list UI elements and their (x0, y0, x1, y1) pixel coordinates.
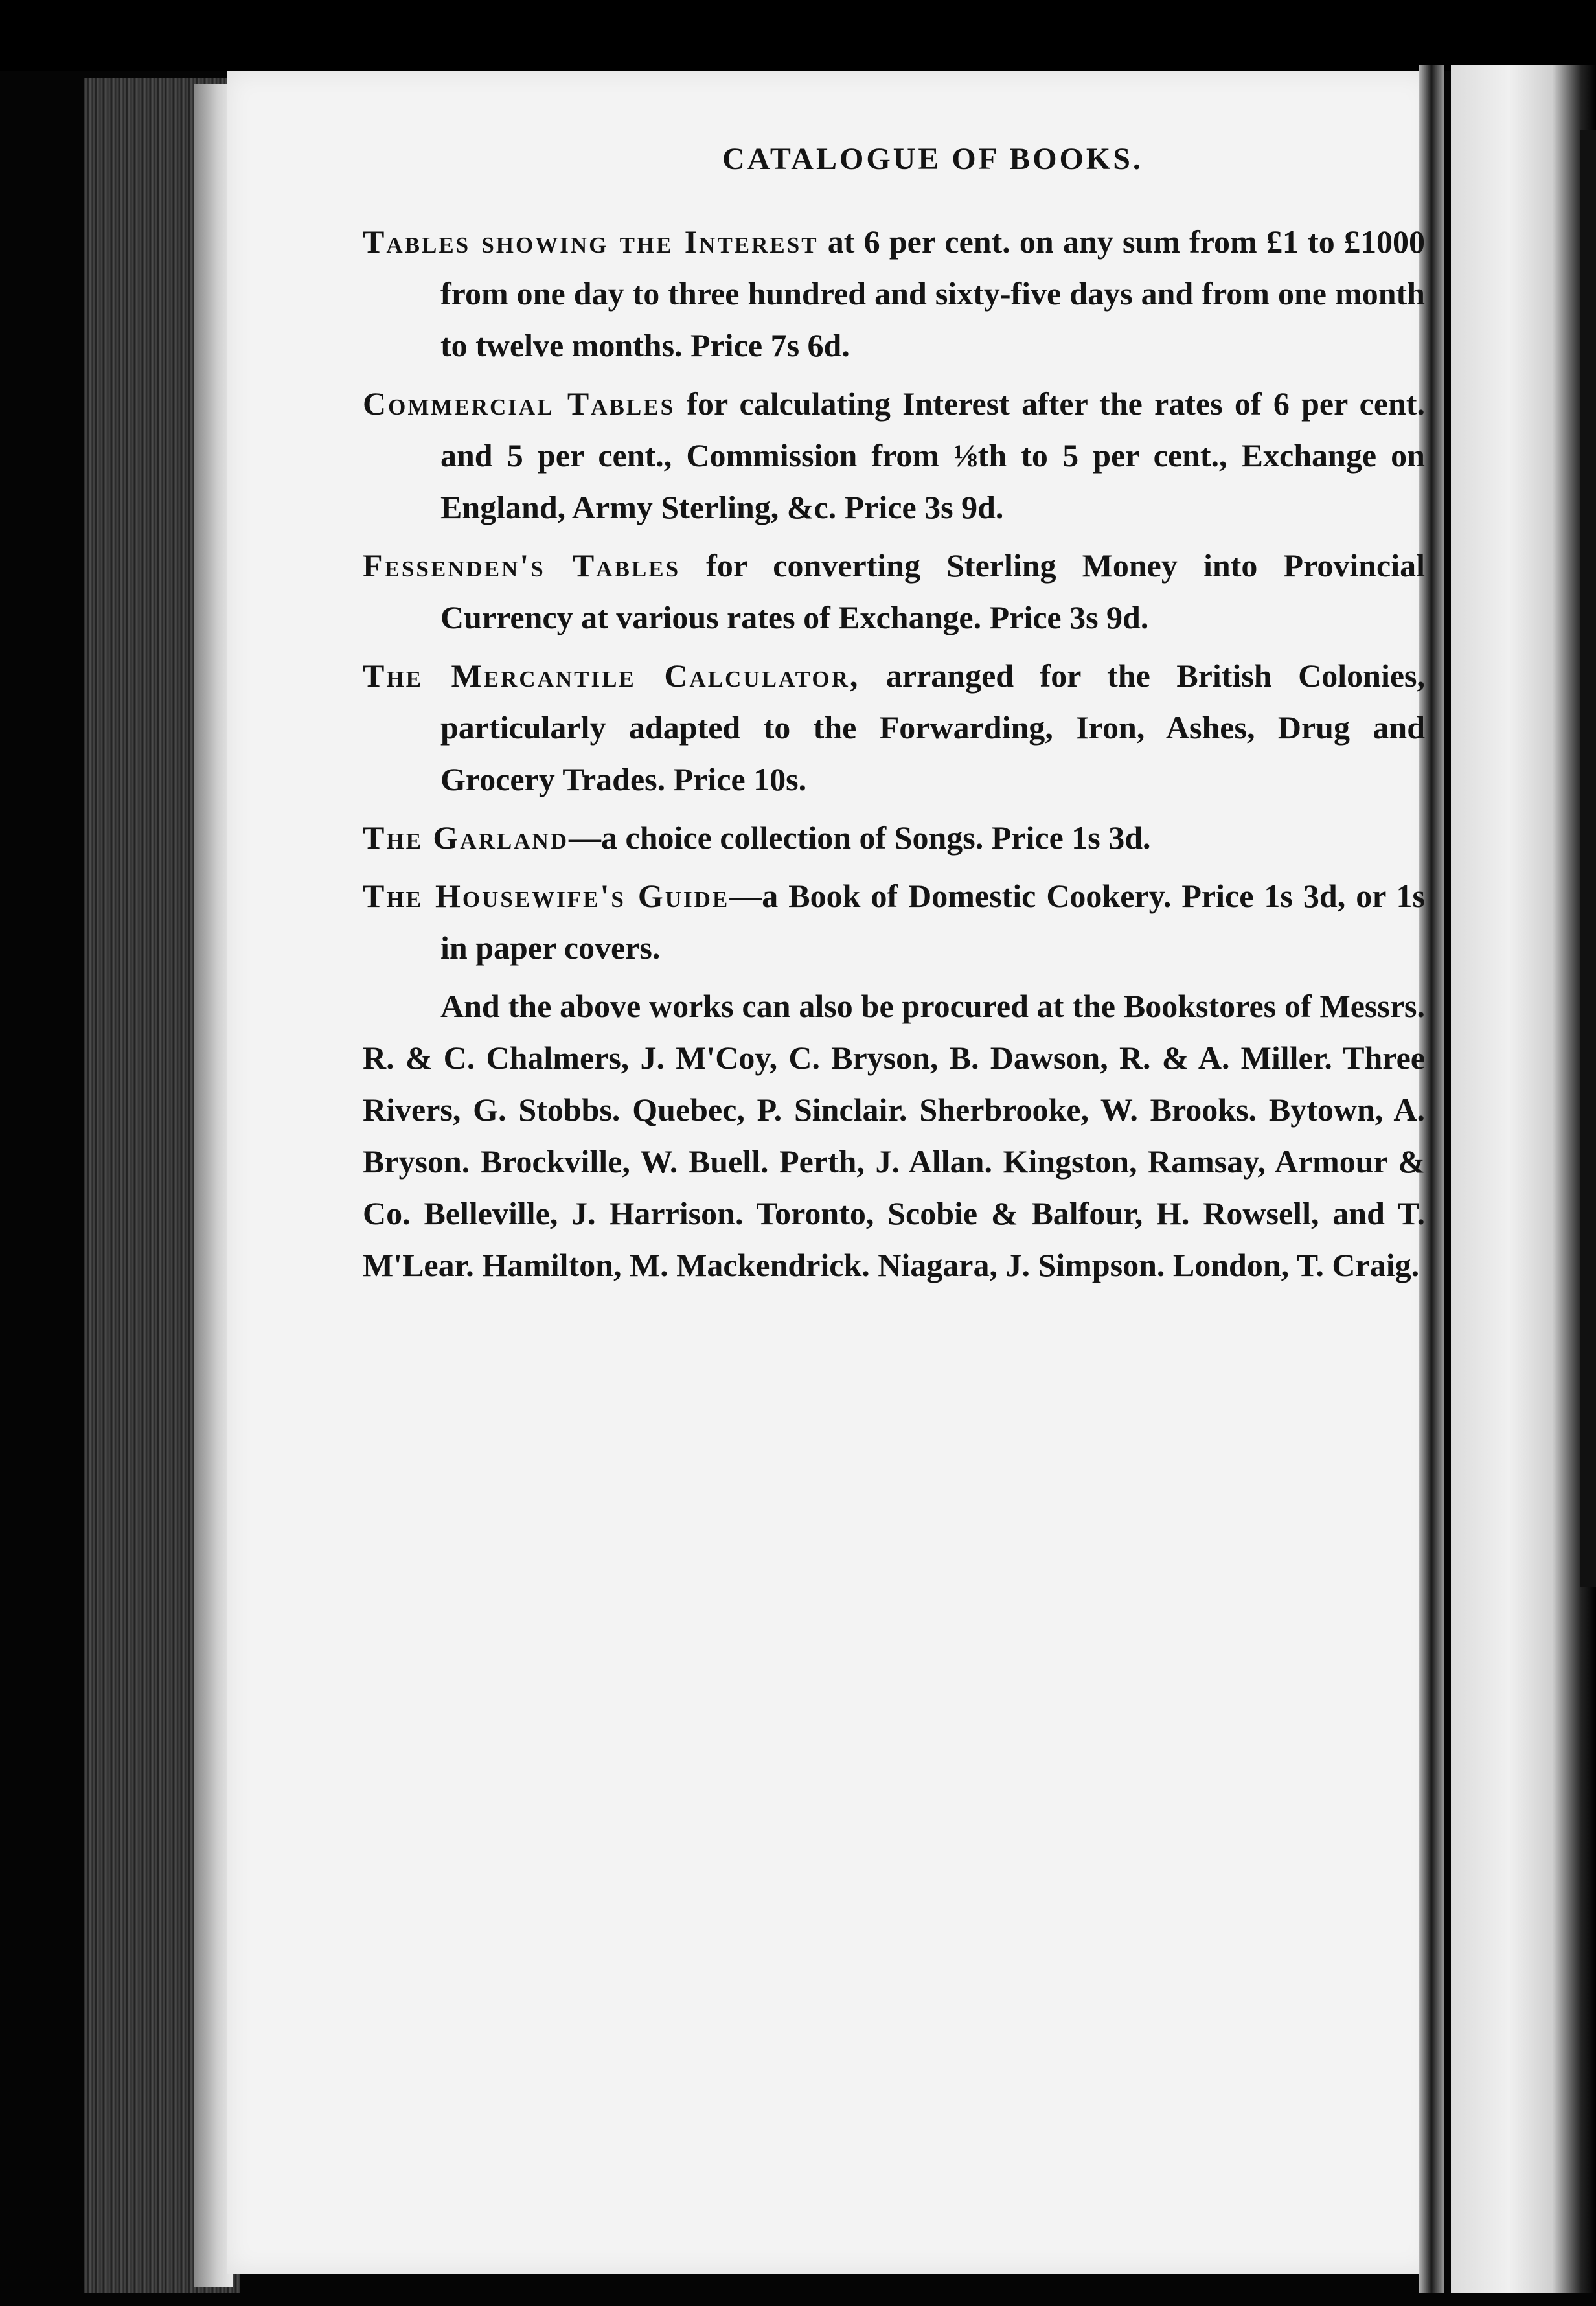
entry-title: The Housewife's Guide (363, 878, 730, 914)
entry-title: The Mercantile Calculator, (363, 657, 860, 694)
page-text (363, 130, 1425, 1323)
adjacent-page (1451, 65, 1596, 2293)
entry-description: —a Book of Domestic Cookery. Price 1s 3d, or 1s in paper covers. (440, 878, 1425, 966)
catalogue-entry (363, 870, 1425, 974)
catalogue-entry (363, 378, 1425, 533)
catalogue-entry (363, 650, 1425, 805)
catalogue-entry (363, 540, 1425, 643)
entry-title: The Garland (363, 819, 569, 856)
entry-description: for converting Sterling Money into Provincial Currency at various rates of Exchange. Price 3s 9d. (440, 547, 1425, 635)
top-shadow (0, 0, 1596, 71)
page-header: CATALOGUE OF BOOKS. (722, 142, 1143, 176)
entry-description: —a choice collection of Songs. Price 1s 3d. (569, 819, 1151, 856)
entry-description: at 6 per cent. on any sum from £1 to £1000 from one day to three hundred and sixty-five days and from one month to twelve months. Price 7s 6d. (440, 223, 1425, 363)
entry-title: Tables showing the Interest (363, 223, 819, 260)
adjacent-page-shadow (1580, 130, 1596, 1587)
entry-title: Fessenden's Tables (363, 547, 681, 584)
catalogue-entry (363, 216, 1425, 371)
bookstores-paragraph: And the above works can also be procured at the Bookstores of Messrs. R. & C. Chalmers, J. M'Coy, C. Bryson, B. Dawson, R. & A. Miller. Three Rivers, G. Stobbs. Quebec, P. Sinclair. Sherbrooke, W. Brooks. Bytown, A. Bryson. Brockville, W. Buell. Perth, J. Allan. Kingston, Ramsay, Armour & Co. Belleville, J. Harrison. Toronto, Scobie & Balfour, H. Rowsell, and T. M'Lear. Hamilton, M. Mackendrick. Niagara, J. Simpson. London, T. Craig. (363, 988, 1425, 1283)
entry-description: for calculating Interest after the rates of 6 per cent. and 5 per cent., Commission from ⅛th to 5 per cent., Exchange on England, Army Sterling, &c. Price 3s 9d. (440, 385, 1426, 525)
entry-title: Commercial Tables (363, 385, 676, 422)
catalogue-entry (363, 812, 1425, 863)
entry-description: arranged for the British Colonies, particularly adapted to the Forwarding, Iron, Ashes, Drug and Grocery Trades. Price 10s. (440, 657, 1425, 797)
